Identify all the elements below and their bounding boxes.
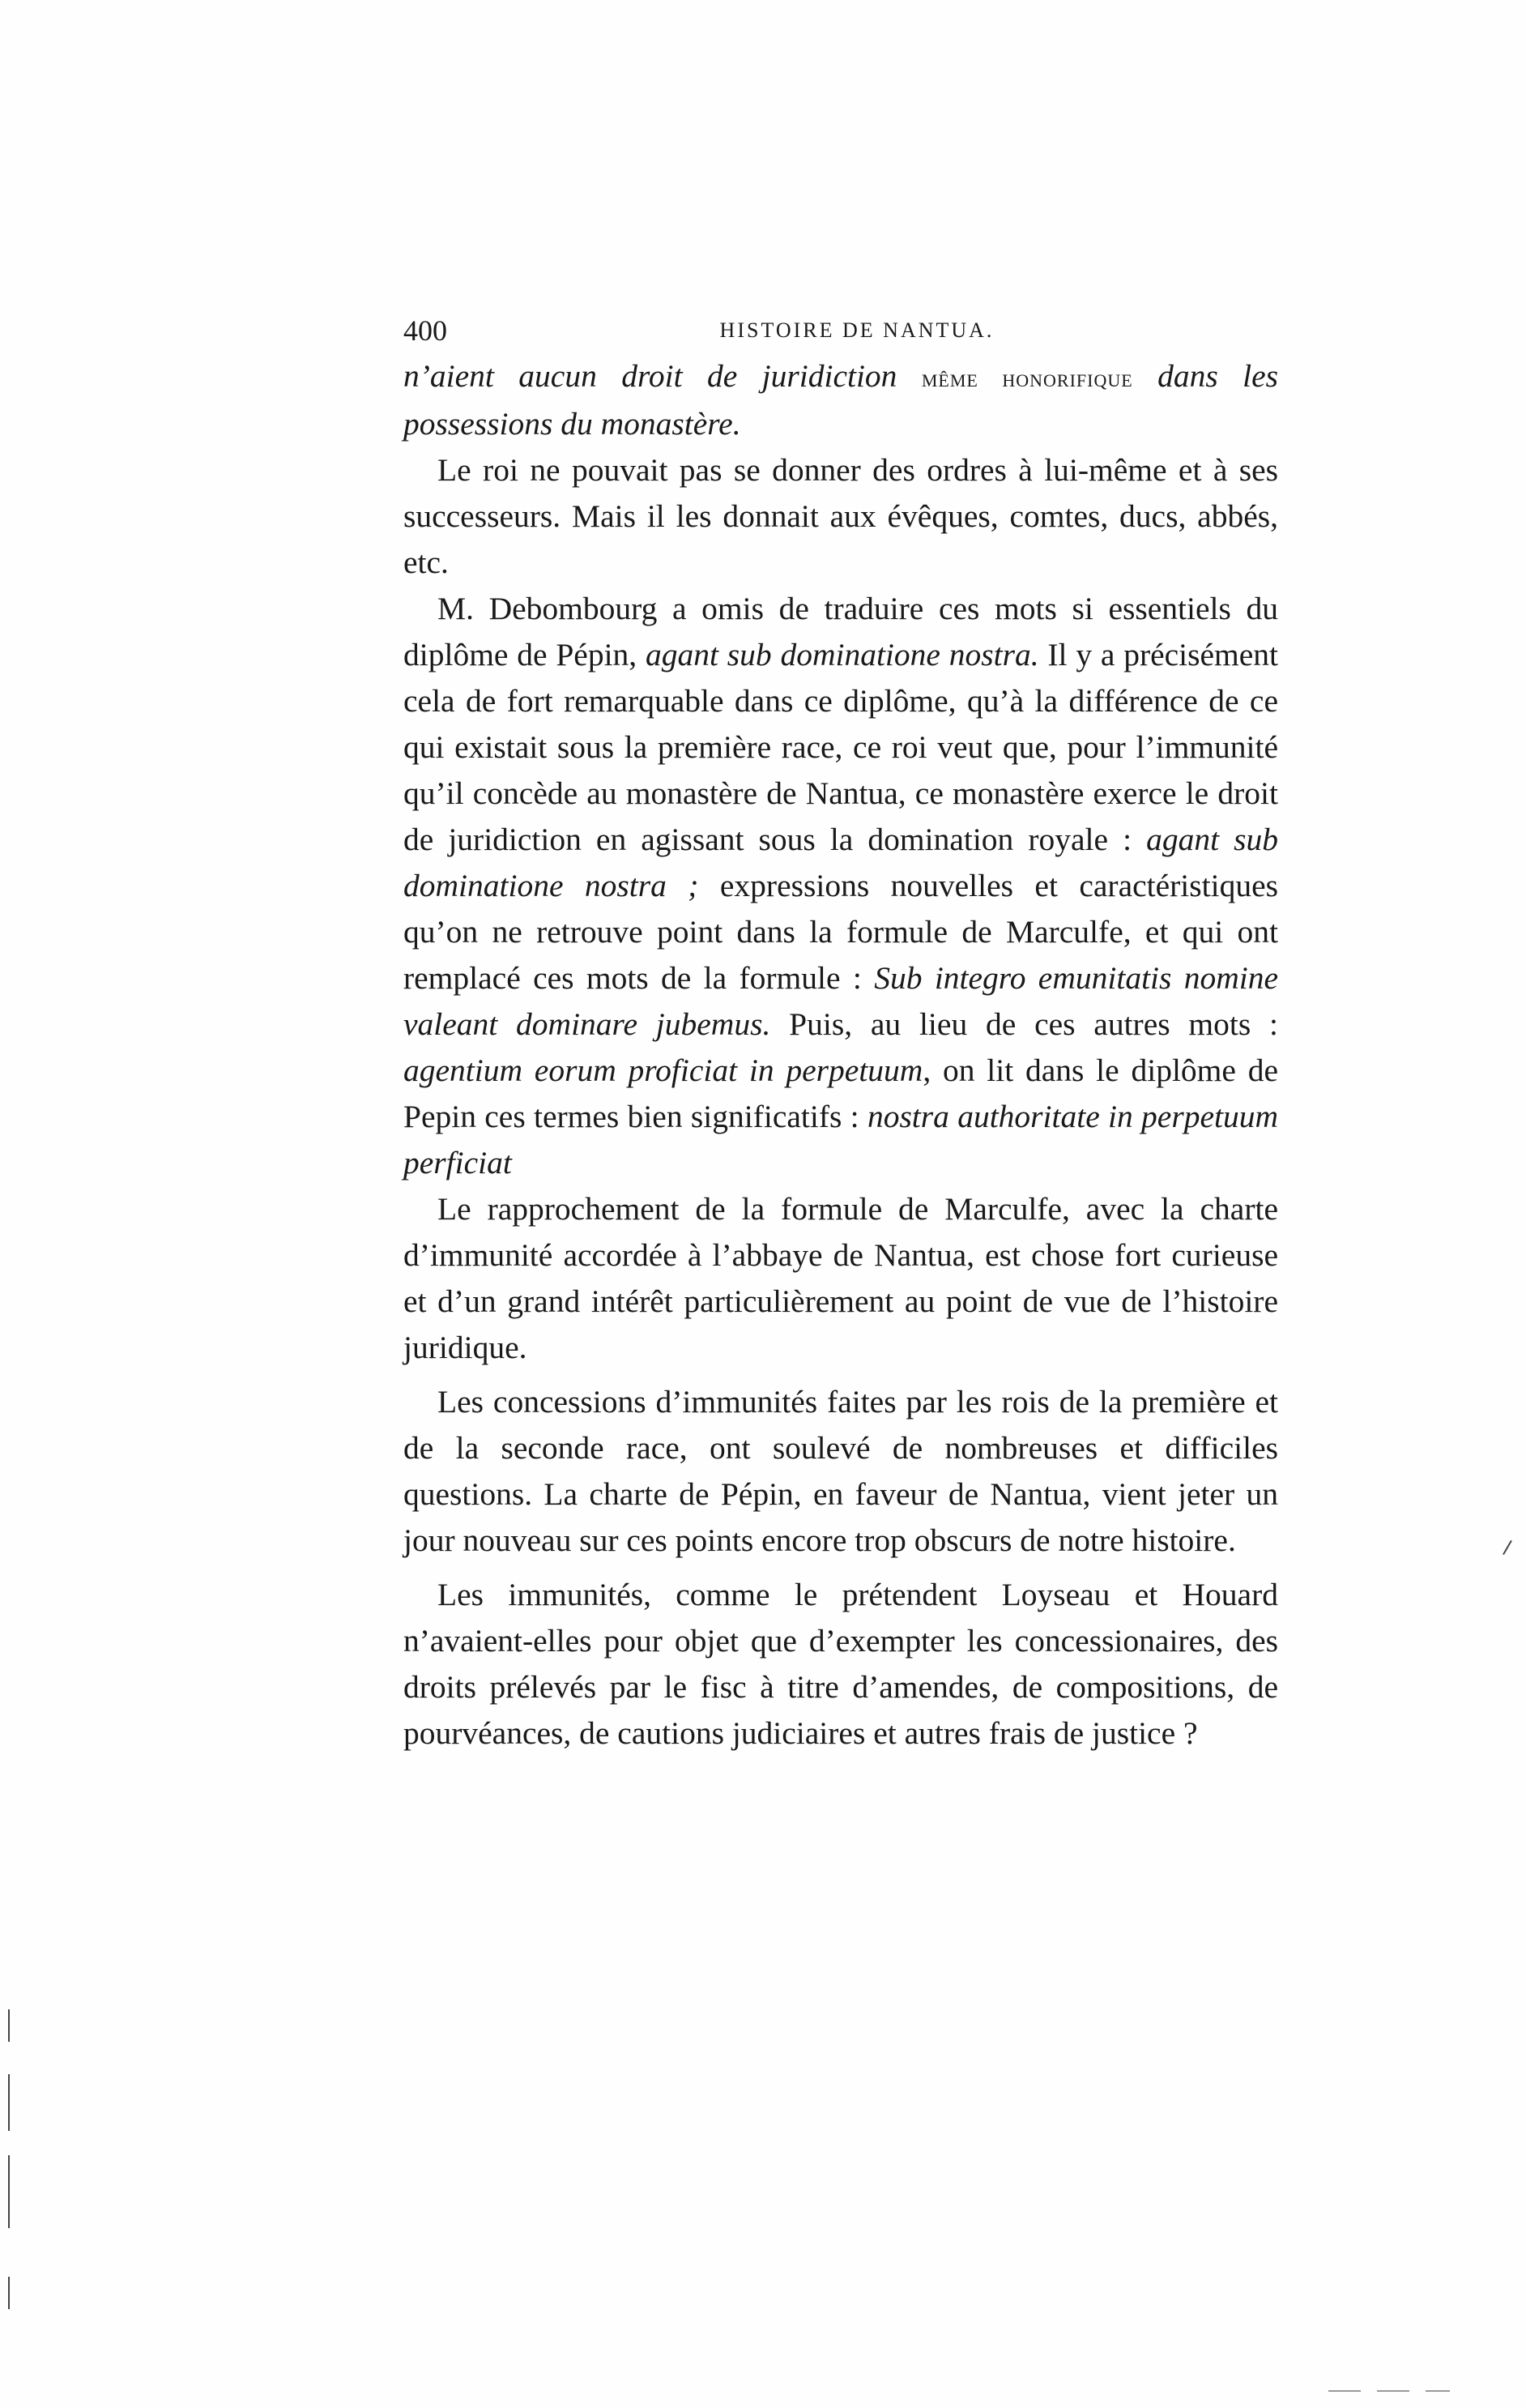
- scan-mark: [1328, 2390, 1361, 2392]
- italic-run: Sub integro emunitatis nomine valeant dominare jubemus.: [403, 960, 1279, 1042]
- scan-mark: [8, 2155, 10, 2228]
- text-run: expressions nouvelles et caractéristiques qu’on ne retrouve point dans la formule de Marculfe, et qui ont remplacé ces mots de la formule :: [403, 868, 1279, 996]
- page-number: 400: [403, 314, 447, 347]
- text-run: Puis, au lieu de ces autres mots :: [789, 1006, 1279, 1042]
- italic-run: n’aient aucun droit de juridiction: [403, 358, 897, 394]
- text-run: M. Debombourg a omis de traduire ces mots si essentiels du diplôme de Pépin,: [403, 591, 1278, 672]
- italic-run: agant sub dominatione nostra ;: [403, 822, 1278, 903]
- paragraph-2: Le roi ne pouvait pas se donner des ordres à lui-même et à ses successeurs. Mais il les donnait aux évêques, comtes, ducs, abbés, etc.: [403, 452, 1278, 580]
- paragraph-1: [403, 353, 1278, 447]
- running-title: HISTOIRE DE NANTUA.: [719, 318, 995, 342]
- italic-run: nostra authoritate in perpetuum perficiat: [403, 1099, 1278, 1181]
- italic-run: agant sub dominatione nostra.: [646, 637, 1039, 672]
- text-run: Il y a précisément cela de fort remarquable dans ce diplôme, qu’à la différence de ce qui existait sous la première race, ce roi veut que, pour l’immunité qu’il concède au monastère de Nantua, ce monastère exerce le droit de juridiction en agissant sous la domination royale :: [403, 637, 1279, 857]
- scan-mark: [1503, 1540, 1512, 1555]
- scan-mark: [8, 2074, 10, 2131]
- paragraph-6: Les immunités, comme le prétendent Loyseau et Houard n’avaient-elles pour objet que d’exempter les concessionaires, des droits prélevés par le fisc à titre d’amendes, de compositions, de pourvéances, de cautions judiciaires et autres frais de justice ?: [403, 1577, 1278, 1751]
- paragraph-4: Le rapprochement de la formule de Marculfe, avec la charte d’immunité accordée à l’abbaye de Nantua, est chose fort curieuse et d’un grand intérêt particulièrement au point de vue de l’histoire juridique.: [403, 1191, 1278, 1365]
- text-run: , on lit dans le diplôme de Pepin ces termes bien significatifs :: [403, 1052, 1278, 1134]
- running-head: [403, 308, 1278, 353]
- scan-mark: [1377, 2390, 1409, 2392]
- paragraph-3: [403, 586, 1278, 1186]
- scan-mark: [8, 2009, 10, 2042]
- paragraph-5: Les concessions d’immunités faites par les rois de la première et de la seconde race, ont soulevé de nombreuses et difficiles questions. La charte de Pépin, en faveur de Nantua, vient jeter un jour nouveau sur ces points encore trop obscurs de notre histoire.: [403, 1384, 1278, 1558]
- page-text-block: [403, 308, 1278, 1757]
- italic-run: dans les possessions du monastère.: [403, 358, 1279, 442]
- scan-mark: [1426, 2390, 1450, 2392]
- small-caps-run: même honorifique: [921, 363, 1133, 392]
- italic-run: agentium eorum proficiat in perpetuum: [403, 1052, 923, 1088]
- scan-mark: [8, 2277, 10, 2309]
